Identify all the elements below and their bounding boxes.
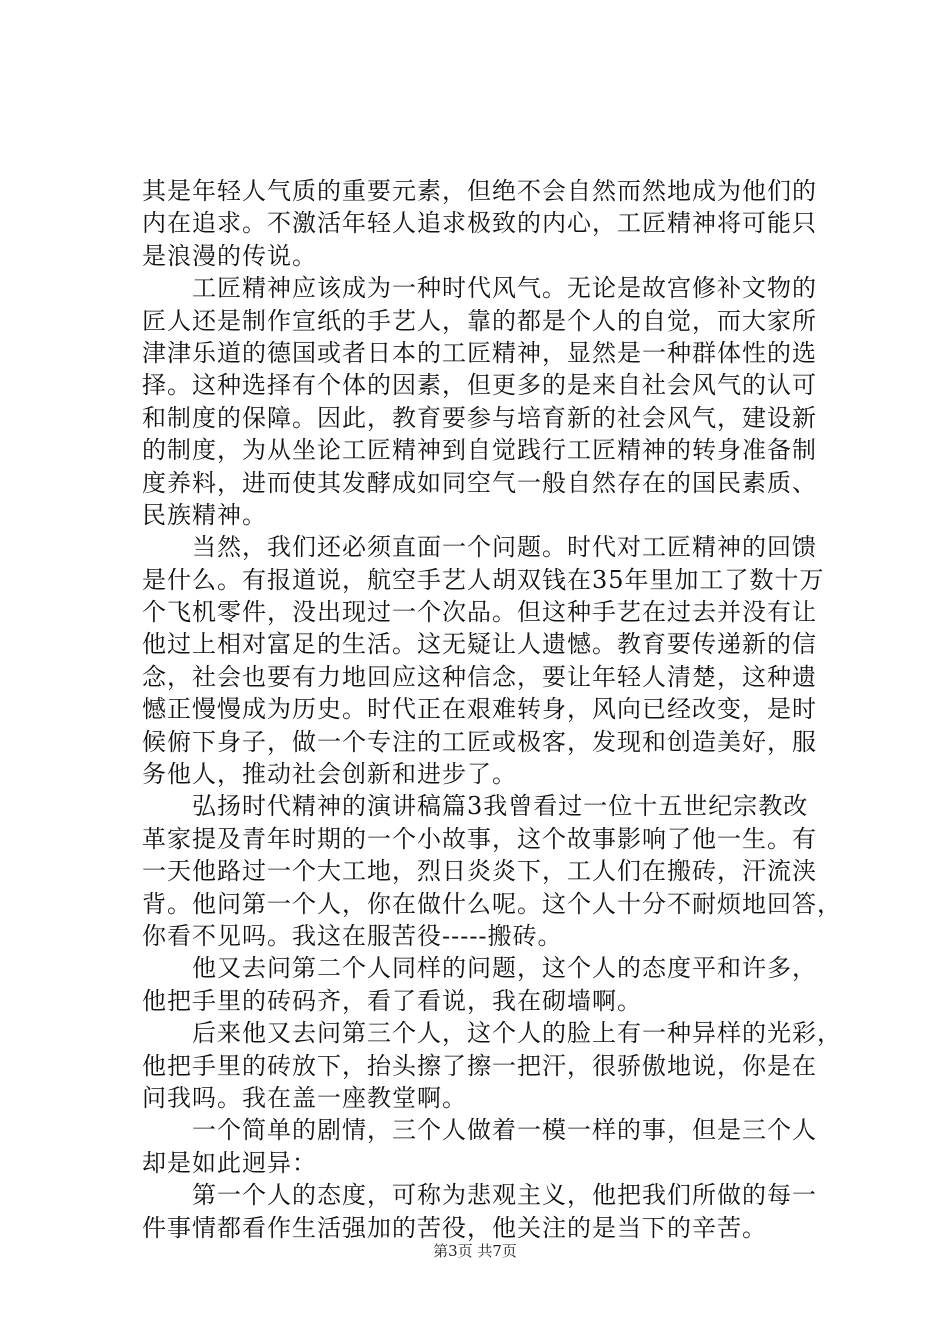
text-line: 一天他路过一个大工地，烈日炎炎下，工人们在搬砖，汗流浃 (142, 857, 817, 886)
text-line: 候俯下身子，做一个专注的工匠或极客，发现和创造美好，服 (142, 727, 817, 756)
text-line: 其是年轻人气质的重要元素，但绝不会自然而然地成为他们的 (142, 177, 817, 205)
text-line: 民族精神。 (142, 500, 267, 529)
text-line: 念，社会也要有力地回应这种信念，要让年轻人清楚，这种遗 (142, 662, 817, 691)
text-line: 和制度的保障。因此，教育要参与培育新的社会风气，建设新 (142, 403, 817, 432)
text-line: 弘扬时代精神的演讲稿篇3我曾看过一位十五世纪宗教改 (142, 792, 809, 821)
text-line: 是浪漫的传说。 (142, 241, 317, 270)
text-line: 匠人还是制作宣纸的手艺人，靠的都是个人的自觉，而大家所 (142, 306, 817, 335)
text-line: 当然，我们还必须直面一个问题。时代对工匠精神的回馈 (142, 533, 817, 562)
text-line: 一个简单的剧情，三个人做着一模一样的事，但是三个人 (142, 1116, 817, 1145)
text-line: 工匠精神应该成为一种时代风气。无论是故宫修补文物的 (142, 274, 817, 303)
text-line: 却是如此迥异： (142, 1148, 317, 1177)
text-line: 他把手里的砖码齐，看了看说，我在砌墙啊。 (142, 986, 642, 1015)
page-footer: 第3页 共7页 (433, 1242, 517, 1260)
text-line: 务他人，推动社会创新和进步了。 (142, 760, 517, 789)
body-text (142, 175, 842, 1244)
text-line: 件事情都看作生活强加的苦役，他关注的是当下的辛苦。 (142, 1213, 767, 1242)
text-line: 津津乐道的德国或者日本的工匠精神，显然是一种群体性的选 (142, 338, 817, 367)
text-line: 憾正慢慢成为历史。时代正在艰难转身，风向已经改变，是时 (142, 695, 817, 724)
text-line: 第一个人的态度，可称为悲观主义，他把我们所做的每一 (142, 1181, 817, 1210)
text-line: 背。他问第一个人，你在做什么呢。这个人十分不耐烦地回答， (142, 889, 842, 918)
text-line: 革家提及青年时期的一个小故事，这个故事影响了他一生。有 (142, 824, 817, 853)
text-line: 是什么。有报道说，航空手艺人胡双钱在35年里加工了数十万 (142, 565, 825, 594)
text-line: 他把手里的砖放下，抬头擦了擦一把汗，很骄傲地说，你是在 (142, 1051, 817, 1080)
text-line: 他又去问第二个人同样的问题，这个人的态度平和许多， (142, 954, 817, 983)
text-line: 择。这种选择有个体的因素，但更多的是来自社会风气的认可 (142, 371, 817, 400)
text-line: 个飞机零件，没出现过一个次品。但这种手艺在过去并没有让 (142, 598, 817, 627)
text-line: 问我吗。我在盖一座教堂啊。 (142, 1083, 467, 1112)
text-line: 他过上相对富足的生活。这无疑让人遗憾。教育要传递新的信 (142, 630, 817, 659)
text-line: 的制度，为从坐论工匠精神到自觉践行工匠精神的转身准备制 (142, 436, 817, 465)
text-line: 你看不见吗。我这在服苦役-----搬砖。 (142, 921, 563, 950)
text-line: 后来他又去问第三个人，这个人的脸上有一种异样的光彩， (142, 1019, 842, 1048)
text-line: 内在追求。不激活年轻人追求极致的内心，工匠精神将可能只 (142, 209, 817, 238)
text-line: 度养料，进而使其发酵成如同空气一般自然存在的国民素质、 (142, 468, 817, 497)
